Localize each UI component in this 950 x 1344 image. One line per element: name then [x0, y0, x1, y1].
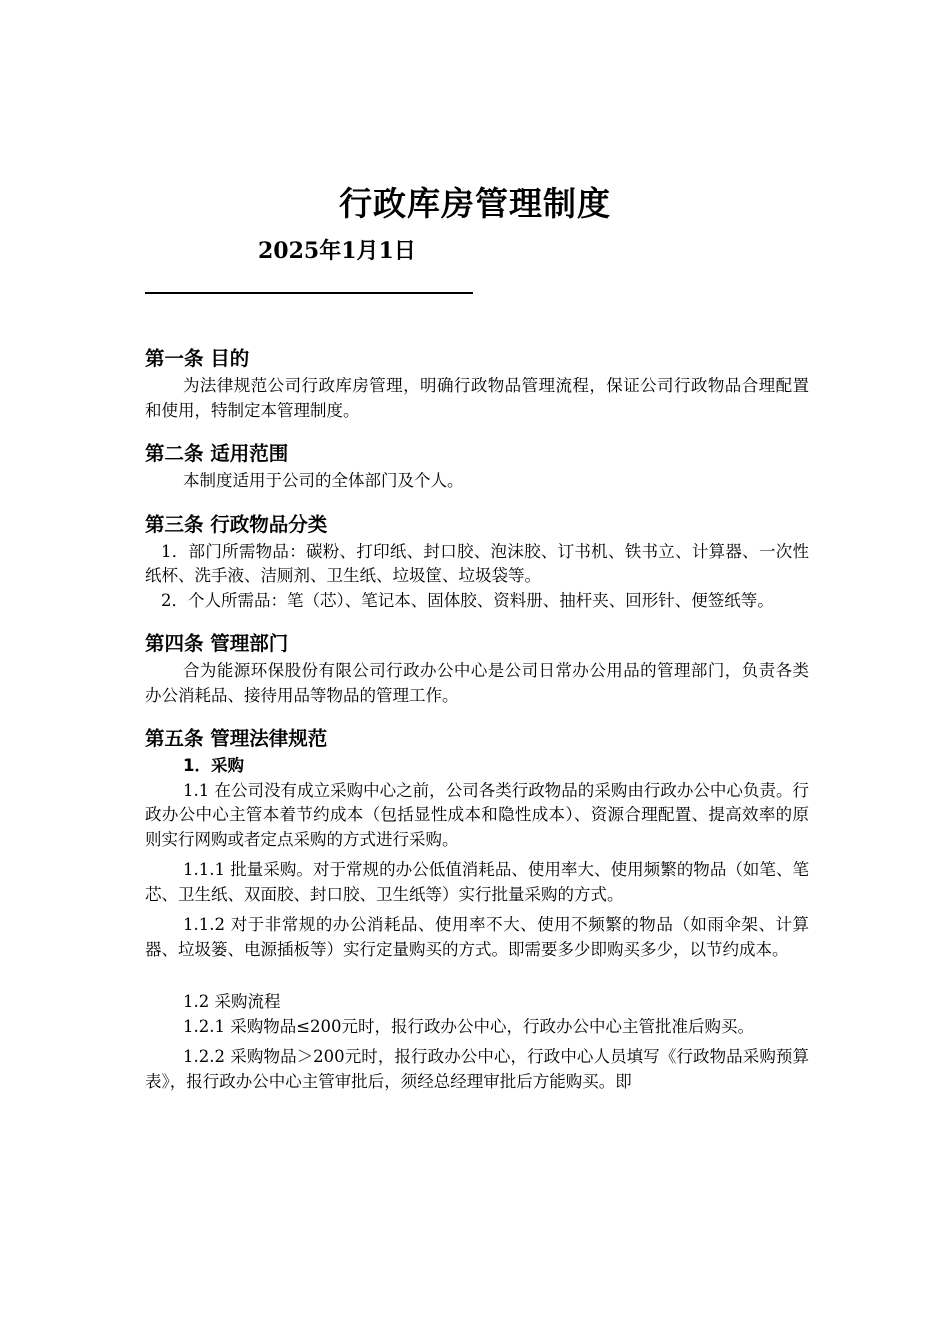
- section-heading: 第二条 适用范围: [145, 442, 289, 465]
- paragraph: 合为能源环保股份有限公司行政办公中心是公司日常办公用品的管理部门，负责各类办公消耗品、接待用品等物品的管理工作。: [145, 661, 809, 705]
- document-title: 行政库房管理制度: [339, 184, 611, 223]
- paragraph: 1.2.1 采购物品≤200元时，报行政办公中心，行政办公中心主管批准后购买。: [183, 1016, 755, 1036]
- paragraph: 1.1 在公司没有成立采购中心之前，公司各类行政物品的采购由行政办公中心负责。行政办公中心主管本着节约成本（包括显性成本和隐性成本）、资源合理配置、提高效率的原则实行网购或者定点采购的方式进行采购。: [145, 780, 809, 849]
- paragraph: 2．个人所需品：笔（芯）、笔记本、固体胶、资料册、抽杆夹、回形针、便签纸等。: [161, 590, 774, 610]
- paragraph: 1.2 采购流程: [183, 992, 281, 1011]
- paragraph: 1.1.2 对于非常规的办公消耗品、使用率不大、使用不频繁的物品（如雨伞架、计算器、垃圾篓、电源插板等）实行定量购买的方式。即需要多少即购买多少，以节约成本。: [145, 915, 809, 959]
- paragraph: 1.2.2 采购物品＞200元时，报行政办公中心，行政中心人员填写《行政物品采购预算表》，报行政办公中心主管审批后，须经总经理审批后方能购买。即: [145, 1047, 809, 1091]
- section-heading: 第一条 目的: [145, 347, 250, 370]
- section-heading: 第三条 行政物品分类: [145, 512, 328, 536]
- document-date: 2025年1月1日: [258, 238, 416, 264]
- section-heading: 第四条 管理部门: [145, 632, 289, 655]
- paragraph: 1．部门所需物品：碳粉、打印纸、封口胶、泡沫胶、订书机、铁书立、计算器、一次性纸杯、洗手液、洁厕剂、卫生纸、垃圾筐、垃圾袋等。: [145, 541, 809, 585]
- paragraph: 1.1.1 批量采购。对于常规的办公低值消耗品、使用率大、使用频繁的物品（如笔、笔芯、卫生纸、双面胶、封口胶、卫生纸等）实行批量采购的方式。: [145, 860, 809, 904]
- paragraph: 本制度适用于公司的全体部门及个人。: [183, 471, 464, 490]
- paragraph: 为法律规范公司行政库房管理，明确行政物品管理流程，保证公司行政物品合理配置和使用，特制定本管理制度。: [145, 376, 809, 420]
- title-underline: [145, 292, 473, 294]
- section-heading: 第五条 管理法律规范: [145, 727, 328, 750]
- subsection-heading: 1．采购: [183, 756, 244, 775]
- document-body: [145, 344, 809, 1094]
